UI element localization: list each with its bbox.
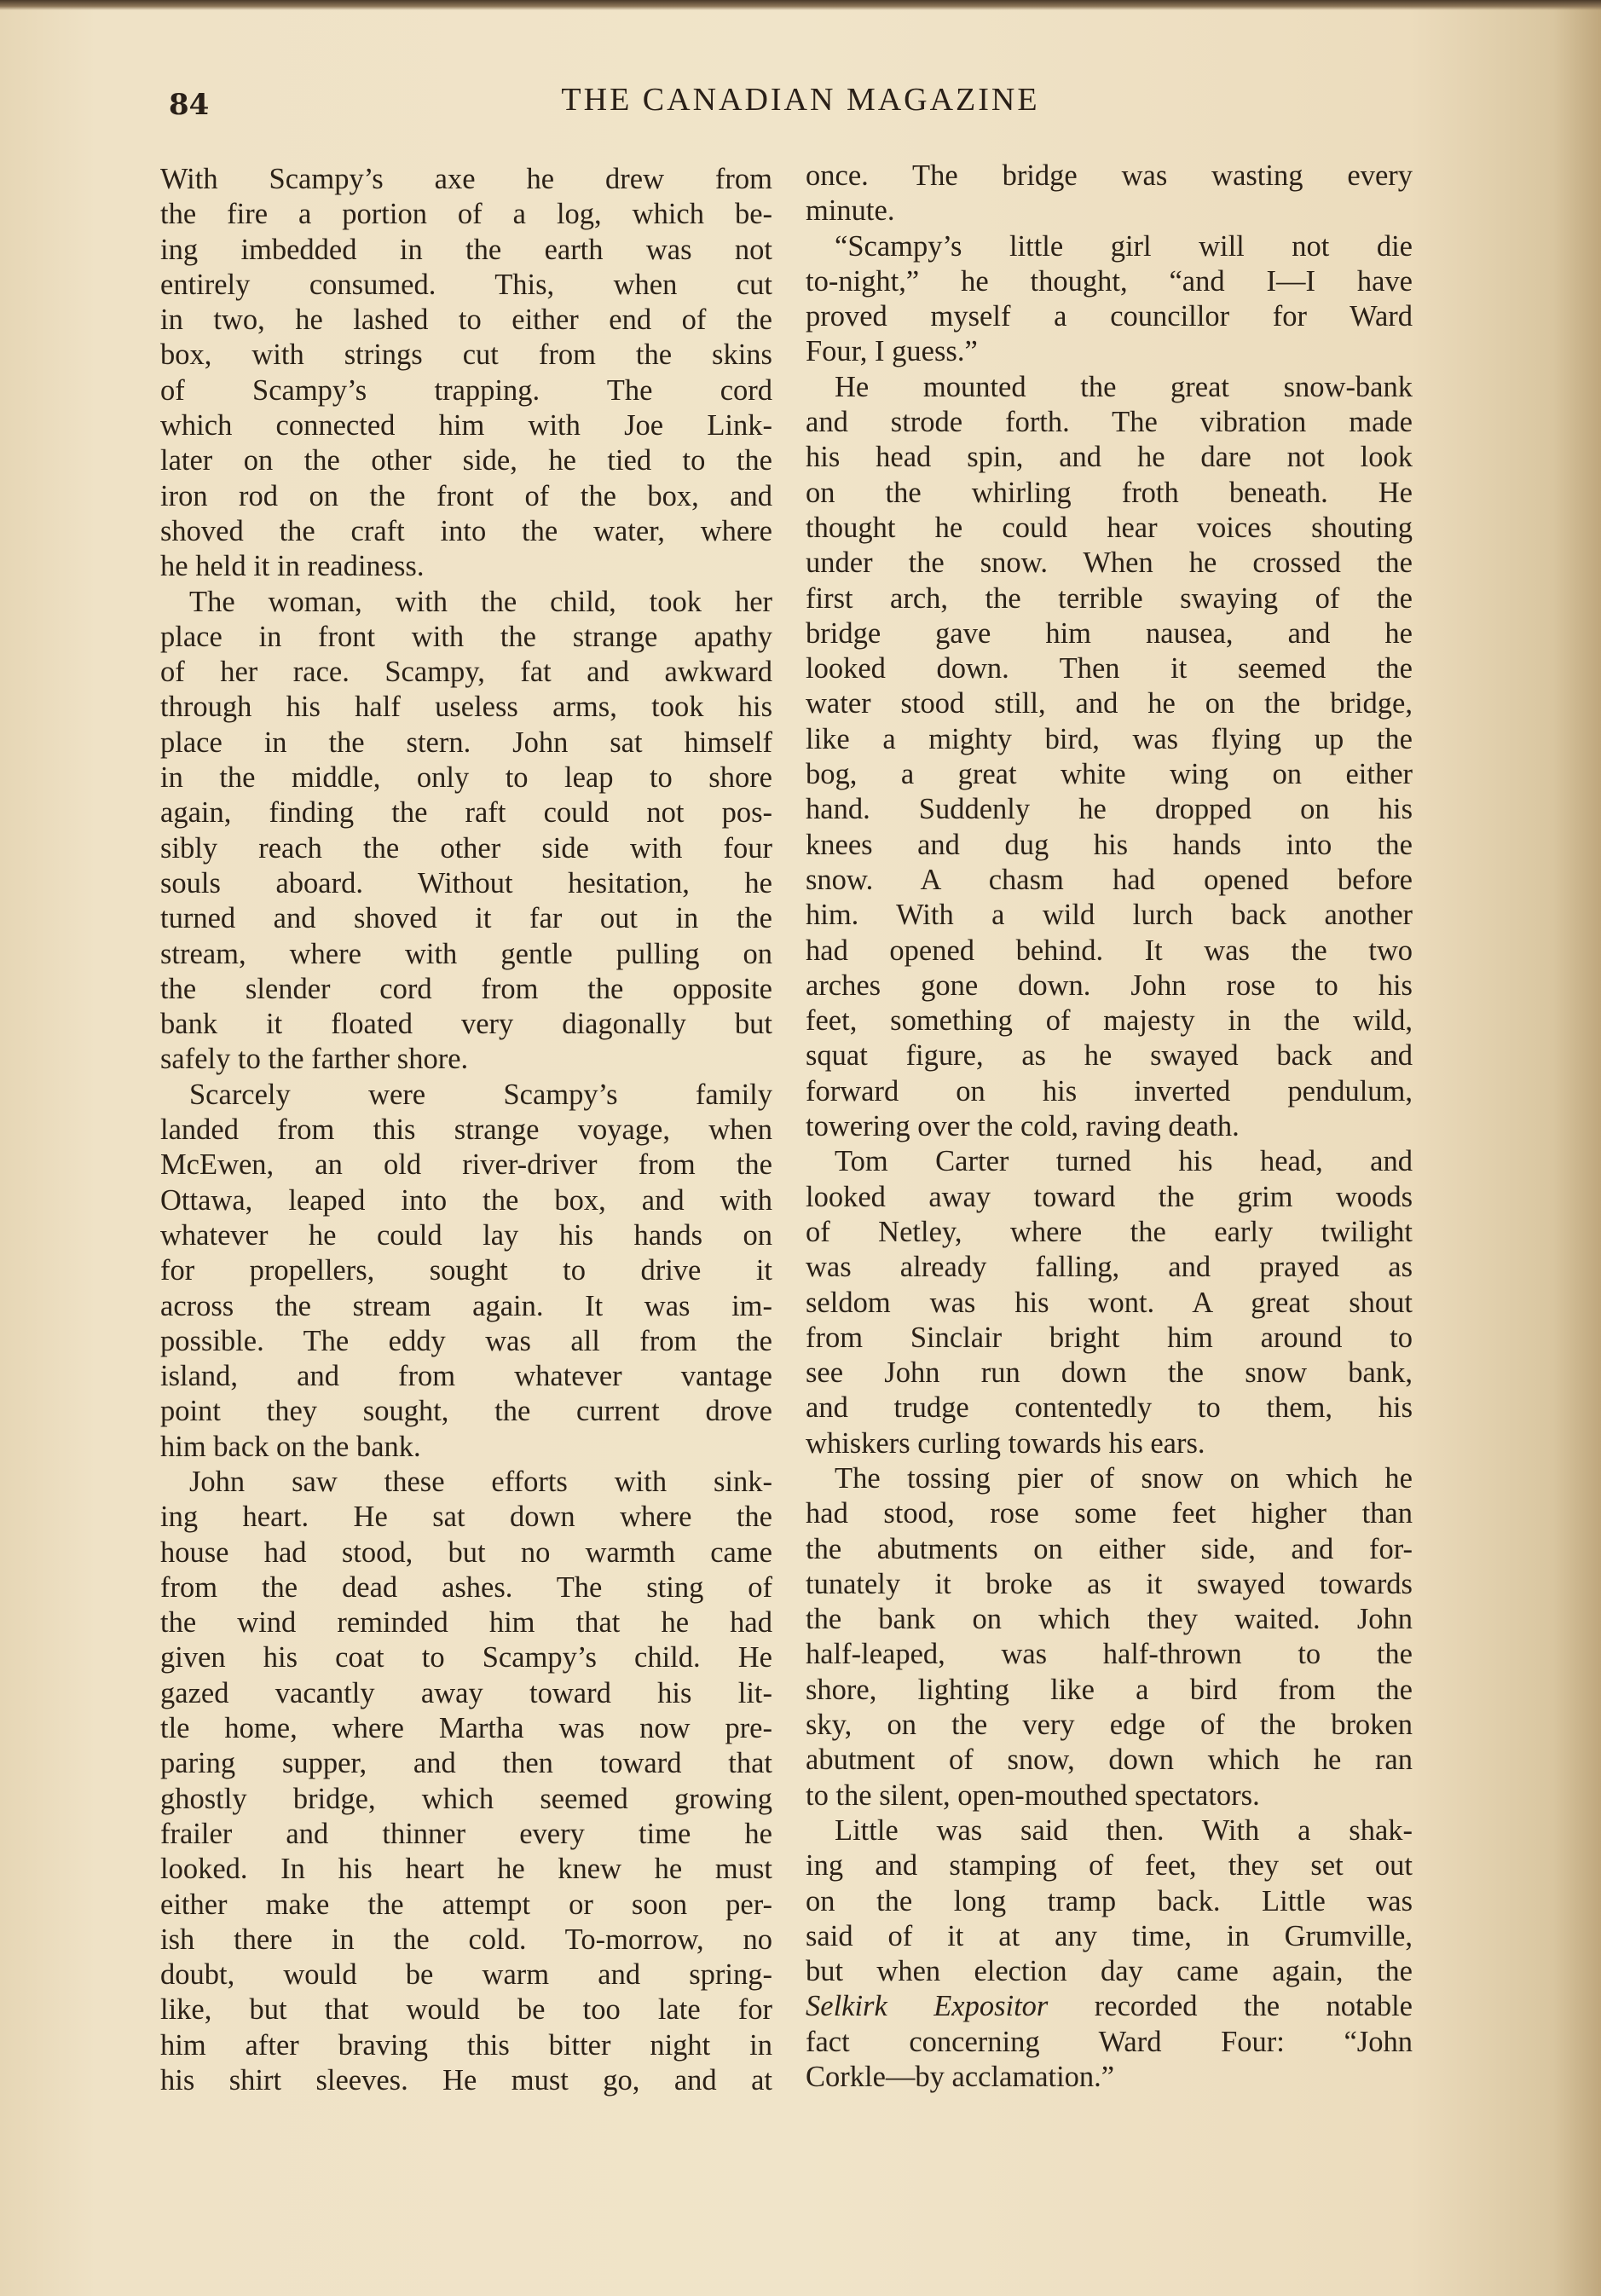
text-line: proved myself a councillor for Ward (806, 300, 1413, 333)
text-line: sibly reach the other side with four (160, 831, 772, 865)
text-line: him. With a wild lurch back another (806, 899, 1413, 932)
text-line: squat figure, as he swayed back and (806, 1039, 1413, 1073)
running-header (0, 81, 1601, 124)
text-line: his head spin, and he dare not look (806, 441, 1413, 474)
text-line: given his coat to Scampy’s child. He (160, 1641, 772, 1674)
text-line: his shirt sleeves. He must go, and at (160, 2064, 772, 2097)
text-line: Selkirk Expositor recorded the notable (806, 1990, 1413, 2023)
text-line: abutment of snow, down which he ran (806, 1744, 1413, 1777)
text-line: John saw these efforts with sink- (189, 1465, 772, 1498)
text-line: He mounted the great snow-bank (835, 370, 1413, 403)
text-line: in two, he lashed to either end of the (160, 304, 772, 337)
text-line: and trudge contentedly to them, his (806, 1391, 1413, 1425)
magazine-title: THE CANADIAN MAGAZINE (561, 82, 1040, 118)
text-line: whatever he could lay his hands on (160, 1218, 772, 1252)
text-line: him back on the bank. (160, 1430, 421, 1463)
text-line: frailer and thinner every time he (160, 1817, 772, 1850)
text-line: of her race. Scampy, fat and awkward (160, 656, 772, 689)
text-line: Scarcely were Scampy’s family (189, 1078, 772, 1111)
text-line: half-leaped, was half-thrown to the (806, 1638, 1413, 1671)
text-line: ing imbedded in the earth was not (160, 233, 772, 266)
text-line: had stood, rose some feet higher than (806, 1497, 1413, 1530)
text-line: safely to the farther shore. (160, 1043, 469, 1076)
text-line: The woman, with the child, took her (189, 585, 772, 618)
text-line: either make the attempt or soon per- (160, 1888, 772, 1921)
text-line: for propellers, sought to drive it (160, 1254, 772, 1287)
text-line: to the silent, open-mouthed spectators. (806, 1778, 1260, 1812)
text-line: Ottawa, leaped into the box, and with (160, 1183, 772, 1217)
text-line: arches gone down. John rose to his (806, 969, 1413, 1002)
text-line: landed from this strange voyage, when (160, 1113, 772, 1147)
text-line: entirely consumed. This, when cut (160, 268, 772, 301)
text-line: bog, a great white wing on either (806, 758, 1413, 791)
text-line: again, finding the raft could not pos- (160, 796, 772, 830)
text-line: forward on his inverted pendulum, (806, 1074, 1413, 1108)
text-line: turned and shoved it far out in the (160, 902, 772, 935)
text-line: shoved the craft into the water, where (160, 514, 772, 547)
text-line: like, but that would be too late for (160, 1993, 772, 2027)
text-line: hand. Suddenly he dropped on his (806, 793, 1413, 826)
text-line: the bank on which they waited. John (806, 1603, 1413, 1636)
text-line: island, and from whatever vantage (160, 1360, 772, 1393)
text-line: fact concerning Ward Four: “John (806, 2025, 1413, 2058)
text-line: the abutments on either side, and for- (806, 1532, 1413, 1565)
text-line: ghostly bridge, which seemed growing (160, 1782, 772, 1815)
text-line: whiskers curling towards his ears. (806, 1426, 1205, 1460)
text-line: With Scampy’s axe he drew from (160, 163, 772, 195)
text-line: house had stood, but no warmth came (160, 1535, 772, 1569)
text-line: iron rod on the front of the box, and (160, 479, 772, 512)
text-line: through his half useless arms, took his (160, 691, 772, 724)
text-line: the wind reminded him that he had (160, 1606, 772, 1640)
text-line: place in front with the strange apathy (160, 620, 772, 653)
text-line: stream, where with gentle pulling on (160, 937, 772, 970)
text-line: of Netley, where the early twilight (806, 1215, 1413, 1248)
text-line: feet, something of majesty in the wild, (806, 1004, 1413, 1038)
text-line: snow. A chasm had opened before (806, 863, 1413, 896)
text-line: Four, I guess.” (806, 335, 978, 368)
text-line: Corkle—by acclamation.” (806, 2061, 1115, 2094)
text-line: bank it floated very diagonally but (160, 1008, 772, 1041)
text-line: looked down. Then it seemed the (806, 652, 1413, 685)
text-line: seldom was his wont. A great shout (806, 1286, 1413, 1319)
text-line: water stood still, and he on the bridge, (806, 687, 1413, 720)
text-line: possible. The eddy was all from the (160, 1324, 772, 1357)
text-line: box, with strings cut from the skins (160, 338, 772, 372)
text-line: was already falling, and prayed as (806, 1251, 1413, 1284)
text-line: tunately it broke as it swayed towards (806, 1567, 1413, 1600)
page-number: 84 (169, 88, 210, 122)
text-line: tle home, where Martha was now pre- (160, 1712, 772, 1745)
publication-name: Selkirk Expositor (806, 1990, 1049, 2023)
text-line: the fire a portion of a log, which be- (160, 198, 772, 231)
text-line: looked. In his heart he knew he must (160, 1853, 772, 1886)
text-line: to-night,” he thought, “and I—I have (806, 264, 1413, 298)
text-line: paring supper, and then toward that (160, 1747, 772, 1780)
text-line: said of it at any time, in Grumville, (806, 1919, 1413, 1952)
text-line: ing heart. He sat down where the (160, 1501, 772, 1534)
text-line: later on the other side, he tied to the (160, 444, 772, 477)
text-line: once. The bridge was wasting every (806, 159, 1413, 192)
text-line: shore, lighting like a bird from the (806, 1673, 1413, 1706)
text-line: like a mighty bird, was flying up the (806, 722, 1413, 755)
text-line: on the long tramp back. Little was (806, 1884, 1413, 1917)
text-line: souls aboard. Without hesitation, he (160, 866, 772, 899)
text-line: him after braving this bitter night in (160, 2028, 772, 2062)
text-line: of Scampy’s trapping. The cord (160, 373, 772, 407)
text-line: on the whirling froth beneath. He (806, 476, 1413, 509)
text-line: across the stream again. It was im- (160, 1289, 772, 1322)
text-line: from the dead ashes. The sting of (160, 1570, 772, 1604)
left-text-column (160, 162, 772, 2098)
text-line: but when election day came again, the (806, 1955, 1413, 1988)
text-line: point they sought, the current drove (160, 1395, 772, 1428)
page-top-edge (0, 0, 1601, 10)
right-text-column (806, 159, 1413, 2095)
text-line: looked away toward the grim woods (806, 1180, 1413, 1213)
text-line: doubt, would be warm and spring- (160, 1958, 772, 1992)
text-line: bridge gave him nausea, and he (806, 616, 1413, 650)
text-line: the slender cord from the opposite (160, 972, 772, 1005)
text-line: ing and stamping of feet, they set out (806, 1849, 1413, 1882)
text-line: from Sinclair bright him around to (806, 1321, 1413, 1354)
text-line: Tom Carter turned his head, and (835, 1145, 1413, 1178)
text-line: in the middle, only to leap to shore (160, 761, 772, 795)
text-line: “Scampy’s little girl will not die (835, 229, 1413, 263)
text-line: thought he could hear voices shouting (806, 511, 1413, 544)
text-line: ish there in the cold. To-morrow, no (160, 1923, 772, 1956)
text-line: Little was said then. With a shak- (835, 1813, 1413, 1847)
text-line: under the snow. When he crossed the (806, 547, 1413, 580)
text-line: knees and dug his hands into the (806, 828, 1413, 861)
text-line: sky, on the very edge of the broken (806, 1709, 1413, 1742)
text-line: he held it in readiness. (160, 550, 425, 583)
text-line: towering over the cold, raving death. (806, 1110, 1240, 1143)
text-line: McEwen, an old river-driver from the (160, 1148, 772, 1182)
text-line: see John run down the snow bank, (806, 1356, 1413, 1390)
text-line: gazed vacantly away toward his lit- (160, 1676, 772, 1709)
text-line: which connected him with Joe Link- (160, 409, 772, 442)
text-line: had opened behind. It was the two (806, 934, 1413, 967)
text-line: first arch, the terrible swaying of the (806, 581, 1413, 615)
text-line: The tossing pier of snow on which he (835, 1461, 1413, 1495)
text-line: minute. (806, 194, 895, 228)
text-line: place in the stern. John sat himself (160, 726, 772, 759)
text-line: and strode forth. The vibration made (806, 406, 1413, 439)
